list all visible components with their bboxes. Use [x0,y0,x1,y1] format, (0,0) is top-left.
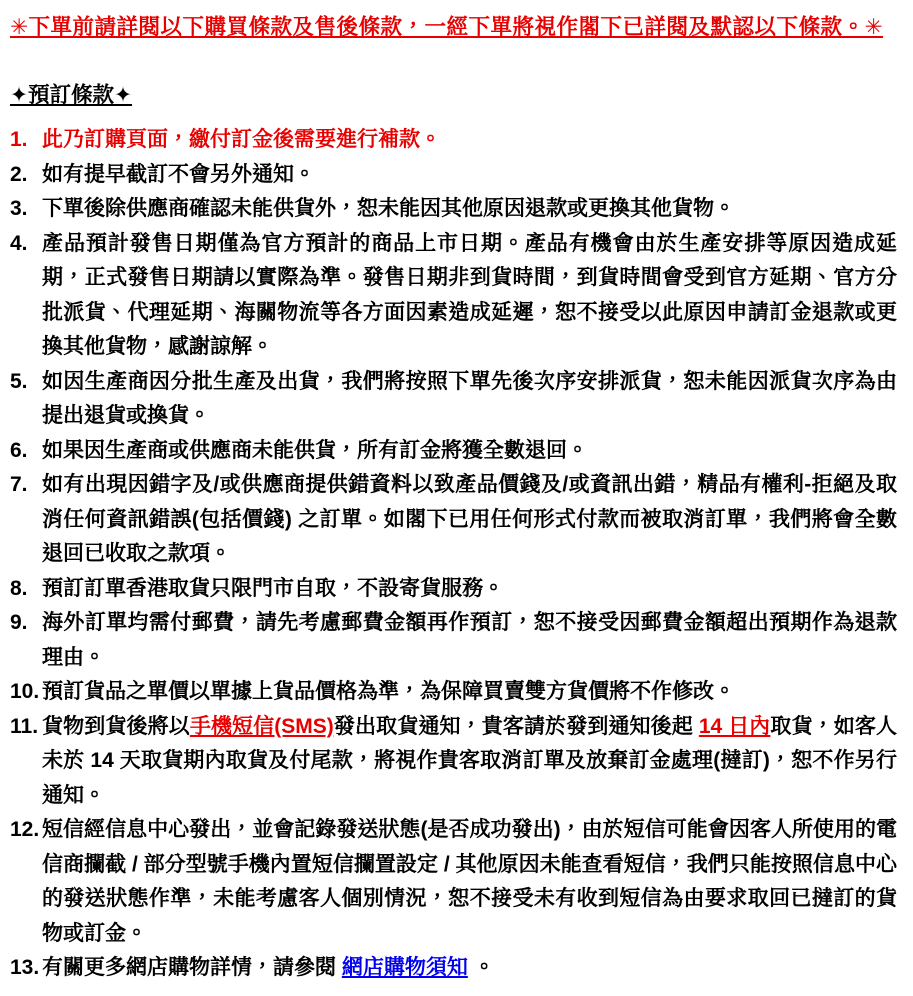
term-text: 。 [467,956,495,979]
term-number: 10. [10,680,40,703]
term-item-13 [10,951,897,986]
term-number: 13. [10,956,40,979]
term-text: 如有提早截訂不會另外通知。 [42,162,315,186]
term-number: 8. [10,576,28,600]
terms-list [10,123,897,986]
term-number: 3. [10,197,28,220]
term-number: 12. [10,818,40,841]
term-text: 短信經信息中心發出，並會記錄發送狀態(是否成功發出)，由於短信可能會因客人所使用的電信商攔截 / 部分型號手機內置短信攔置設定 / 其他原因未能查看短信，我們只能按照信息中心的發送狀態作準，未能考慮客人個別情況，恕不接受未有收到短信為由要求取回已撻訂的貨物或訂金。 [42,818,897,945]
term-text: 貨物到貨後將以 [42,714,190,738]
term-item-9 [10,606,897,675]
term-item-4 [10,227,897,365]
term-number: 1. [10,128,28,151]
term-item-3 [10,192,897,227]
term-number: 2. [10,162,28,186]
term-text: 預訂訂單香港取貨只限門市自取，不設寄貨服務。 [42,576,504,600]
purchase-notice-header: ✳下單前請詳閱以下購買條款及售後條款，一經下單將視作閣下已詳閱及默認以下條款。✳ [10,15,884,39]
term-item-2 [10,158,897,193]
term-number: 6. [10,438,28,462]
shop-guide-link[interactable]: 網店購物須知 [341,956,468,979]
term-item-1 [10,123,897,158]
term-item-10 [10,675,897,710]
term-number: 11. [10,714,39,738]
term-text: 如有出現因錯字及/或供應商提供錯資料以致產品價錢及/或資訊出錯，精品有權利-拒絕及取消任何資訊錯誤(包括價錢) 之訂單。如閣下已用任何形式付款而被取消訂單，我們將會全數退回已收取之款項。 [42,473,897,565]
term-number: 5. [10,369,28,393]
section-title-preorder-terms: ✦預訂條款✦ [10,83,133,107]
term-number: 4. [10,231,28,255]
term-item-5 [10,365,897,434]
term-text: 產品預計發售日期僅為官方預計的商品上市日期。產品有機會由於生產安排等原因造成延期，正式發售日期請以實際為準。發售日期非到貨時間，到貨時間會受到官方延期、官方分批派貨、代理延期、海關物流等各方面因素造成延遲，恕不接受以此原因申請訂金退款或更換其他貨物，感謝諒解。 [42,231,897,358]
term-text: 取貨，如客人未於 14 天取貨期內取貨及付尾款，將視作貴客取消訂單及放棄訂金處理(撻訂)，恕不作另行通知。 [42,714,897,807]
term-text: 海外訂單均需付郵費，請先考慮郵費金額再作預訂，恕不接受因郵費金額超出預期作為退款理由。 [42,611,897,669]
14-days-highlight: 14 日內 [698,714,771,738]
term-item-12 [10,813,897,951]
term-text: 發出取貨通知，貴客請於發到通知後起 [333,714,699,738]
term-text: 如因生產商因分批生產及出貨，我們將按照下單先後次序安排派貨，恕未能因派貨次序為由提出退貨或換貨。 [42,369,897,427]
term-text: 如果因生產商或供應商未能供貨，所有訂金將獲全數退回。 [42,438,588,462]
term-item-6 [10,434,897,469]
term-item-8 [10,572,897,607]
term-item-11 [10,710,897,814]
term-item-7 [10,468,897,572]
term-number: 9. [10,611,28,634]
term-text: 此乃訂購頁面，繳付訂金後需要進行補款。 [42,128,441,151]
sms-highlight: 手機短信(SMS) [189,714,334,738]
term-number: 7. [10,473,28,496]
term-text: 有關更多網店購物詳情，請參閱 [42,956,342,979]
term-text: 預訂貨品之單價以單據上貨品價格為準，為保障買賣雙方貨價將不作修改。 [42,680,735,703]
term-text: 下單後除供應商確認未能供貨外，恕未能因其他原因退款或更換其他貨物。 [42,197,735,220]
